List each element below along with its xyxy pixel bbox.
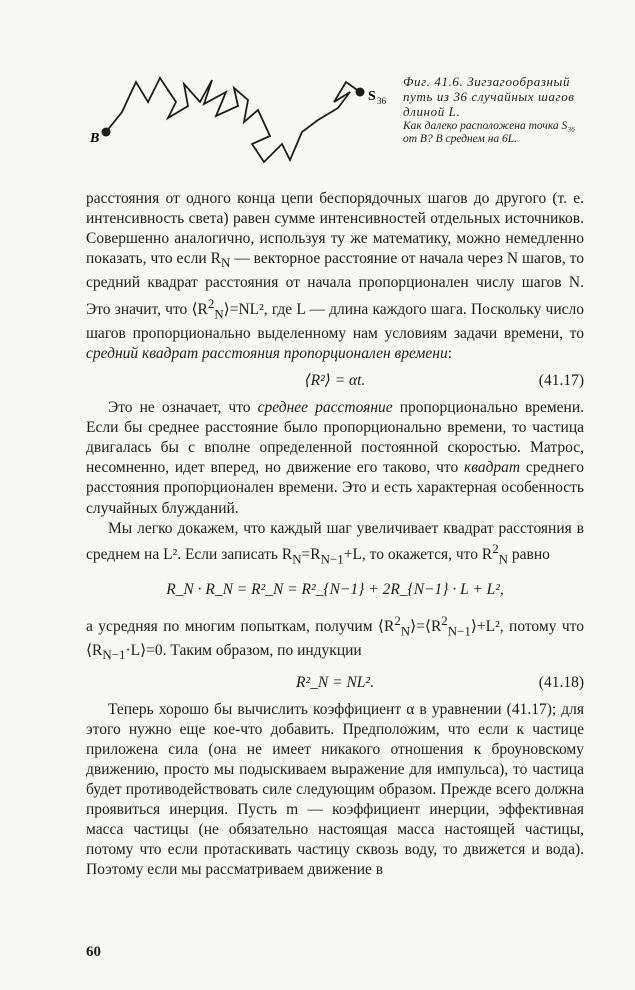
paragraph-4: а усредняя по многим попыткам, получим $⟨R^2_N⟩=⟨R^2_{N-1}⟩+L^2$, потому что $⟨R_{N-1}\cdot L⟩=0$. Таким образом, по индукции — [86, 613, 584, 663]
label-s: S — [368, 89, 376, 104]
page-number: 60 — [86, 944, 101, 960]
equation-41-18: R²_N = NL². (41.18) — [86, 670, 584, 696]
equation-41-17: ⟨R²⟩ = αt. (41.17) — [86, 368, 584, 394]
random-walk-figure — [88, 62, 388, 180]
paragraph-1: расстояния от одного конца цепи беспорядочных шагов до другого (т. е. интенсивность света) равен сумме интенсивностей отдельных источников. Совершенно аналогично, используя ту же математику, можно немедленно показать, что если $R_N$ — векторное расстояние от начала через N шагов, то средний квадрат расстояния от начала пропорционален числу шагов N. Это значит, что $⟨R^2_N⟩=NL^2$, где L — длина каждого шага. Поскольку число шагов пропорционально выделенному нам условиям задачи времени, то средний квадрат расстояния пропорционален времени: — [86, 190, 585, 362]
paragraph-3: Мы легко докажем, что каждый шаг увеличивает квадрат расстояния в среднем на L². Если записать $R_N=R_{N-1}+L$, то окажется, что $R^2_N$ равно — [86, 519, 584, 566]
caption-title: Фиг. 41.6. Зигзагообразный путь из 36 случайных шагов длиной L. — [403, 74, 575, 119]
paragraph-2: Это не означает, что среднее расстояние пропорционально времени. Если бы среднее расстояние было пропорционально времени, то частица двигалась бы с вполне определенной постоянной скоростью. Матрос, несомненно, идет вперед, но движение его таково, что квадрат среднего расстояния пропорционален времени. Это и есть характерная особенность случайных блужданий. — [86, 399, 584, 517]
equation-number: (41.18) — [538, 673, 584, 691]
paragraph-5: Теперь хорошо бы вычислить коэффициент α в уравнении (41.17); для этого нужно еще кое-что добавить. Предположим, что если к частице приложена сила (она не имеет никакого отношения к броуновскому движению, просто мы подыскиваем выражение для импульса), то частица будет противодействовать силе следующим образом. Прежде всего должна проявиться инерция. Пусть m — коэффициент инерции, эффективная масса частицы (не обязательно настоящая масса настоящей частицы, потому что если протаскивать частицу сквозь воду, то движется и вода). Поэтому если мы рассматриваем движение в — [86, 700, 584, 879]
equation-number: (41.17) — [538, 372, 584, 390]
label-b: B — [90, 131, 100, 146]
equation-rn-square: R_N · R_N = R²_N = R²_{N−1} + 2R_{N−1} · L + L², — [166, 581, 504, 599]
figure-caption — [403, 74, 579, 146]
label-s-sub: 36 — [377, 96, 386, 106]
end-point-s36 — [356, 88, 365, 97]
caption-note: Как далеко расположена точка S₃₆ от B? В среднем на 6L. — [403, 120, 576, 145]
main-text — [86, 189, 584, 880]
start-point-b — [102, 128, 111, 137]
random-walk-path — [106, 78, 360, 162]
